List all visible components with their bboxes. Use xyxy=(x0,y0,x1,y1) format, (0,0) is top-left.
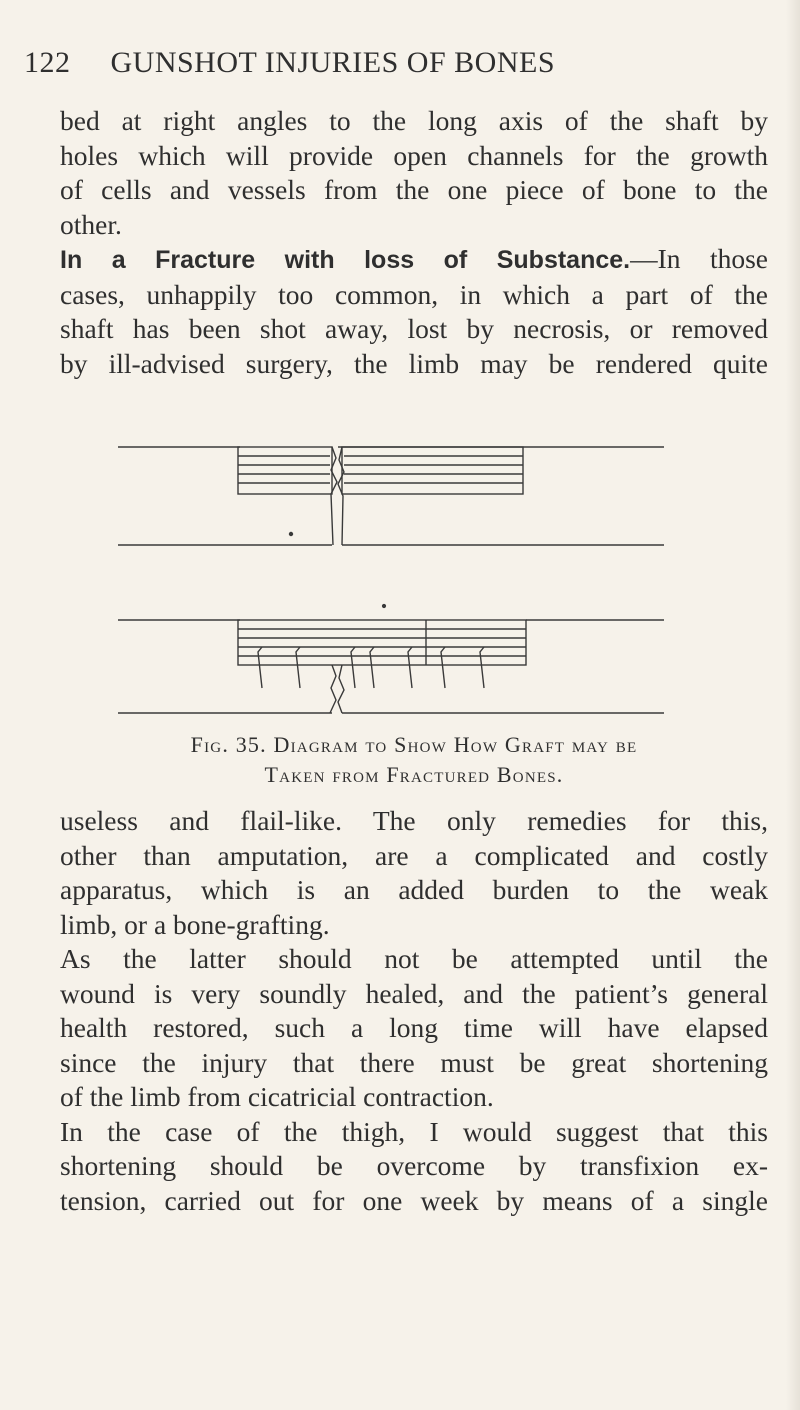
caption-line: Fig. 35. Diagram to Show How Graft may be xyxy=(190,732,638,757)
text-line: bed at right angles to the long axis of the shaft by xyxy=(60,105,768,136)
text-line: by ill-advised surgery, the limb may be rendered quite xyxy=(60,347,768,379)
text-line: of cells and vessels from the one piece of bone to the xyxy=(60,174,768,205)
text-line: other. xyxy=(60,208,122,240)
text-line: cases, unhappily too common, in which a part of the xyxy=(60,278,768,310)
text-line: other than amputation, are a complicated and costly xyxy=(60,839,768,871)
figure-caption xyxy=(60,730,768,790)
text-line: of the limb from cicatricial contraction. xyxy=(60,1081,494,1112)
text-line: As the latter should not be attempted until the xyxy=(60,943,768,974)
text-line: apparatus, which is an added burden to the weak xyxy=(60,874,768,905)
text-line: shaft has been shot away, lost by necrosis, or removed xyxy=(60,313,768,344)
diagram-upper xyxy=(118,447,664,545)
text-line: shortening should be overcome by transfixion ex- xyxy=(60,1150,768,1181)
running-title: GUNSHOT INJURIES OF BONES xyxy=(110,46,555,79)
page-number: 122 xyxy=(24,46,71,79)
text-line: tension, carried out for one week by means of a single xyxy=(60,1184,768,1216)
section-heading: In a Fracture with loss of Substance. xyxy=(60,246,631,274)
text-run: —In those xyxy=(630,243,768,274)
text-line: In the case of the thigh, I would suggest that this xyxy=(60,1115,768,1147)
body-text-bottom xyxy=(60,804,768,1218)
text-line: holes which will provide open channels for the growth xyxy=(60,139,768,171)
text-line: limb, or a bone-grafting. xyxy=(60,908,330,940)
diagram-lower xyxy=(118,605,664,713)
text-line: wound is very soundly healed, and the patient’s general xyxy=(60,977,768,1009)
text-line: health restored, such a long time will have elapsed xyxy=(60,1012,768,1043)
text-line: useless and flail-like. The only remedies for this, xyxy=(60,805,768,836)
text-line: since the injury that there must be great shortening xyxy=(60,1046,768,1078)
caption-line: Taken from Fractured Bones. xyxy=(264,762,564,787)
